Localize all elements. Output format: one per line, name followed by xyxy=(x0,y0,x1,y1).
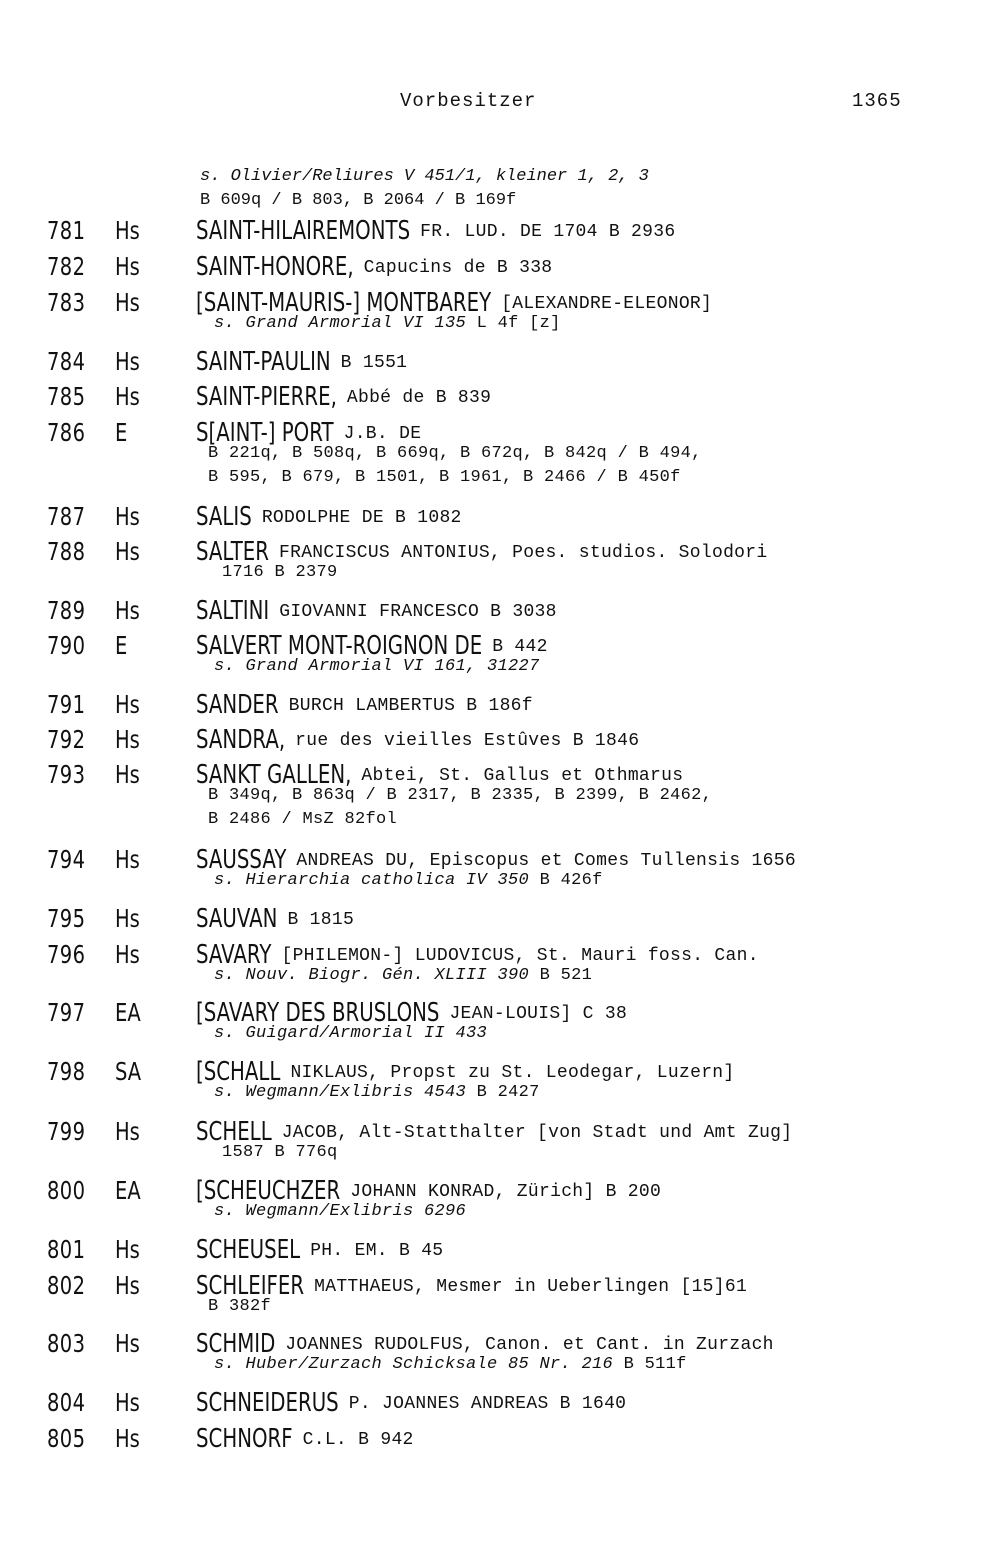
entry-number: 798 xyxy=(47,1057,86,1086)
entry-type: Hs xyxy=(115,940,140,969)
entry-type: Hs xyxy=(115,1329,140,1358)
owner-name: SALTINI xyxy=(196,596,270,626)
spacer xyxy=(466,314,477,333)
entry-number: 796 xyxy=(47,940,86,969)
owner-details: JEAN-LOUIS] C 38 xyxy=(449,1004,628,1024)
entry-type: EA xyxy=(115,998,141,1027)
source-citation: s. Grand Armorial VI 161, 31227 xyxy=(214,657,540,676)
entry-type: E xyxy=(115,631,128,660)
source-citation: s. Wegmann/Exlibris 6296 xyxy=(214,1202,467,1221)
owner-name: SAUVAN xyxy=(196,904,278,934)
owner-details: JACOB, Alt-Statthalter [von Stadt und Amt Zug] xyxy=(281,1123,793,1143)
page-number: 1365 xyxy=(852,90,902,112)
owner-name: SCHMID xyxy=(196,1329,276,1359)
entry-type: EA xyxy=(115,1176,141,1205)
entry-number: 800 xyxy=(47,1176,86,1205)
entry-type: Hs xyxy=(115,1388,140,1417)
entry-type: SA xyxy=(115,1057,142,1086)
source-citation: s. Guigard/Armorial II 433 xyxy=(214,1024,488,1043)
shelf-references: B 609q / B 803, B 2064 / B 169f xyxy=(200,191,517,210)
entry-number: 797 xyxy=(47,998,86,1027)
spacer xyxy=(466,1083,477,1102)
owner-details: JOANNES RUDOLFUS, Canon. et Cant. in Zurzach xyxy=(285,1335,774,1355)
source-line xyxy=(214,312,561,336)
entry-number: 788 xyxy=(47,537,86,566)
owner-details: Abbé de B 839 xyxy=(346,388,492,408)
entry-number: 791 xyxy=(47,690,86,719)
source-citation: s. Huber/Zurzach Schicksale 85 Nr. 216 xyxy=(214,1355,614,1374)
entry-heading xyxy=(196,502,269,532)
running-header: Vorbesitzer xyxy=(400,90,537,112)
reference-line: B 595, B 679, B 1501, B 1961, B 2466 / B 450f xyxy=(208,468,681,487)
owner-name: SALTER xyxy=(196,537,270,567)
spacer xyxy=(529,966,540,985)
entry-type: Hs xyxy=(115,1235,140,1264)
entry-number: 786 xyxy=(47,418,86,447)
entry-type: Hs xyxy=(115,288,140,317)
owner-name: SAINT-PIERRE, xyxy=(196,382,337,412)
owner-details: JOHANN KONRAD, Zürich] B 200 xyxy=(350,1182,662,1202)
entry-number: 802 xyxy=(47,1271,86,1300)
owner-name: SAINT-HILAIREMONTS xyxy=(196,216,411,246)
source-line xyxy=(214,1200,466,1224)
entry-type: Hs xyxy=(115,596,140,625)
entry-number: 790 xyxy=(47,631,86,660)
owner-name: SANDER xyxy=(196,690,279,720)
entry-type: Hs xyxy=(115,1424,140,1453)
entry-type: Hs xyxy=(115,537,140,566)
owner-details: B 1551 xyxy=(340,353,408,373)
entry-type: Hs xyxy=(115,1117,140,1146)
shelf-reference: B 2427 xyxy=(476,1083,540,1102)
entry-number: 804 xyxy=(47,1388,86,1417)
owner-name: S[AINT-] PORT xyxy=(196,418,334,448)
shelf-reference: B 426f xyxy=(539,871,603,890)
entry-type: Hs xyxy=(115,1271,140,1300)
owner-details: Abtei, St. Gallus et Othmarus xyxy=(361,766,684,786)
source-citation: s. Olivier/Reliures V 451/1, kleiner 1, 2, 3 xyxy=(200,167,649,186)
entry-number: 793 xyxy=(47,760,86,789)
owner-details: BURCH LAMBERTUS B 186f xyxy=(288,696,533,716)
entry-number: 801 xyxy=(47,1235,86,1264)
entry-number: 794 xyxy=(47,845,86,874)
owner-name: SCHNORF xyxy=(196,1424,293,1454)
shelf-reference: B 521 xyxy=(539,966,593,985)
owner-details: GIOVANNI FRANCESCO B 3038 xyxy=(279,602,557,622)
owner-details: J.B. DE xyxy=(343,424,422,444)
owner-details: B 442 xyxy=(492,637,548,657)
owner-details: RODOLPHE DE B 1082 xyxy=(261,508,462,528)
owner-details: NIKLAUS, Propst zu St. Leodegar, Luzern] xyxy=(290,1063,735,1083)
owner-name: SALIS xyxy=(196,502,252,532)
owner-details: B 1815 xyxy=(287,910,355,930)
entry-number: 781 xyxy=(47,216,86,245)
owner-name: SAINT-HONORE, xyxy=(196,252,354,282)
owner-name: SCHELL xyxy=(196,1117,272,1147)
owner-name: SAUSSAY xyxy=(196,845,287,875)
owner-name: SAVARY xyxy=(196,940,272,970)
entry-type: Hs xyxy=(115,845,140,874)
owner-name: [SAVARY DES BRUSLONS xyxy=(196,998,440,1028)
owner-details: FRANCISCUS ANTONIUS, Poes. studios. Solodori xyxy=(279,543,768,563)
entry-number: 795 xyxy=(47,904,86,933)
owner-name: SCHEUSEL xyxy=(196,1235,301,1265)
owner-details: C.L. B 942 xyxy=(302,1430,414,1450)
owner-details: rue des vieilles Estûves B 1846 xyxy=(295,731,640,751)
owner-details: [ALEXANDRE-ELEONOR] xyxy=(501,294,713,314)
entry-type: Hs xyxy=(115,382,140,411)
owner-name: [SCHEUCHZER xyxy=(196,1176,341,1206)
entry-number: 803 xyxy=(47,1329,86,1358)
owner-name: SCHLEIFER xyxy=(196,1271,305,1301)
entry-type: Hs xyxy=(115,760,140,789)
spacer xyxy=(529,871,540,890)
source-line xyxy=(214,1081,540,1105)
owner-name: SCHNEIDERUS xyxy=(196,1388,339,1418)
entry-heading xyxy=(196,596,292,626)
reference-line: B 2486 / MsZ 82fol xyxy=(208,810,398,829)
entry-type: Hs xyxy=(115,347,140,376)
owner-details: Capucins de B 338 xyxy=(363,258,553,278)
entry-type: Hs xyxy=(115,502,140,531)
spacer xyxy=(613,1355,624,1374)
reference-line: B 221q, B 508q, B 669q, B 672q, B 842q / B 494, xyxy=(208,444,702,463)
entry-number: 792 xyxy=(47,725,86,754)
source-citation: s. Wegmann/Exlibris 4543 xyxy=(214,1083,467,1102)
owner-details: PH. EM. B 45 xyxy=(310,1241,444,1261)
reference-line: 1587 B 776q xyxy=(222,1143,338,1162)
shelf-reference: B 511f xyxy=(623,1355,687,1374)
reference-line: B 349q, B 863q / B 2317, B 2335, B 2399, B 2462, xyxy=(208,786,713,805)
source-line xyxy=(214,869,603,893)
entry-number: 783 xyxy=(47,288,86,317)
entry-number: 789 xyxy=(47,596,86,625)
entry-number: 805 xyxy=(47,1424,86,1453)
shelf-reference: L 4f [z] xyxy=(476,314,561,333)
owner-details: FR. LUD. DE 1704 B 2936 xyxy=(420,222,676,242)
source-line xyxy=(214,964,592,988)
source-line xyxy=(214,655,540,679)
owner-name: [SCHALL xyxy=(196,1057,281,1087)
entry-type: Hs xyxy=(115,904,140,933)
entry-number: 785 xyxy=(47,382,86,411)
owner-name: SANDRA, xyxy=(196,725,286,755)
owner-details: ANDREAS DU, Episcopus et Comes Tullensis 1656 xyxy=(296,851,796,871)
source-citation: s. Grand Armorial VI 135 xyxy=(214,314,467,333)
owner-details: [PHILEMON-] LUDOVICUS, St. Mauri foss. Can. xyxy=(281,946,759,966)
source-line xyxy=(214,1022,487,1046)
owner-details: MATTHAEUS, Mesmer in Ueberlingen [15]61 xyxy=(314,1277,748,1297)
owner-name: SAINT-PAULIN xyxy=(196,347,331,377)
entry-type: Hs xyxy=(115,216,140,245)
entry-number: 799 xyxy=(47,1117,86,1146)
source-line xyxy=(214,1353,687,1377)
owner-name: [SAINT-MAURIS-] MONTBAREY xyxy=(196,288,492,318)
entry-type: Hs xyxy=(115,252,140,281)
continuation-entry xyxy=(200,165,649,213)
entry-type: Hs xyxy=(115,690,140,719)
entry-type: E xyxy=(115,418,128,447)
owner-name: SANKT GALLEN, xyxy=(196,760,352,790)
owner-name: SALVERT MONT-ROIGNON DE xyxy=(196,631,483,661)
source-citation: s. Nouv. Biogr. Gén. XLIII 390 xyxy=(214,966,530,985)
entry-type: Hs xyxy=(115,725,140,754)
entry-number: 787 xyxy=(47,502,86,531)
entry-number: 784 xyxy=(47,347,86,376)
entry-number: 782 xyxy=(47,252,86,281)
source-citation: s. Hierarchia catholica IV 350 xyxy=(214,871,530,890)
reference-line: 1716 B 2379 xyxy=(222,563,338,582)
owner-details: P. JOANNES ANDREAS B 1640 xyxy=(348,1394,627,1414)
reference-line: B 382f xyxy=(208,1297,272,1316)
